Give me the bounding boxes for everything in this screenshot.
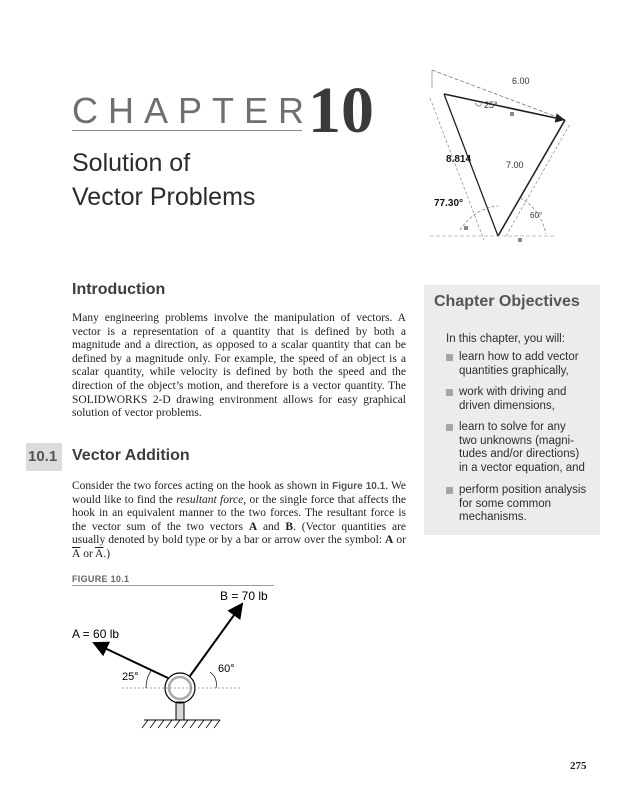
objective-line: two unknowns (magni-: [459, 434, 575, 447]
section-number-box: [26, 443, 62, 471]
marker-bottom: [518, 238, 522, 242]
text-run: . (Vector quantities are usually denoted by bold type or by a bar or arrow over the symbol:: [72, 520, 407, 547]
bullet-square-icon: [446, 487, 453, 494]
arc-25: [146, 671, 151, 688]
objective-line: tudes and/or directions): [459, 448, 580, 460]
text-run: .): [103, 547, 111, 560]
figure-label: FIGURE 10.1: [72, 574, 130, 584]
bullet-square-icon: [446, 354, 453, 361]
bullet-square-icon: [446, 424, 453, 431]
objective-line: work with driving and: [459, 386, 567, 398]
arc-60: [210, 672, 216, 688]
chapter-objectives-box: [424, 285, 600, 535]
objective-line: learn to solve for any: [459, 421, 566, 433]
chapter-title: [72, 146, 255, 214]
label-8-814: 8.814: [446, 154, 472, 165]
section-heading: Vector Addition: [72, 447, 190, 464]
vector-left-side: [444, 94, 498, 236]
marker-top: [510, 112, 514, 116]
objective-line: perform position analysis: [459, 484, 587, 496]
chapter-word: CHAPTER: [72, 90, 315, 131]
vector-a-bold: A: [385, 534, 394, 547]
chapter-number: 10: [308, 74, 374, 147]
label-60-deg: 60°: [218, 663, 235, 675]
section-paragraph: [72, 480, 406, 562]
marker-left: [464, 226, 468, 230]
page-number: 275: [570, 760, 587, 772]
bullet-square-icon: [446, 389, 453, 396]
introduction-heading: Introduction: [72, 281, 166, 298]
text-run: Consider the two forces acting on the hook as shown in: [72, 480, 333, 492]
figure-reference-link[interactable]: Figure 10.1: [332, 481, 386, 492]
hook-forces-figure: [60, 586, 320, 736]
chapter-title-line2: Vector Problems: [72, 183, 256, 211]
label-6-00: 6.00: [512, 76, 530, 86]
vector-b-bold: B: [285, 520, 294, 533]
label-25-deg: 25°: [484, 100, 498, 110]
objectives-title: Chapter Objectives: [434, 293, 580, 310]
objective-line: mechanisms.: [459, 511, 527, 523]
introduction-paragraph: Many engineering problems involve the manipulation of vectors. A vector is a representation of a quantity that is defined by both a magnitude and a direction, as opposed to a scalar quantity that can be defined by a magnitude only. For example, the speed of an object is a scalar quantity, while velocity is defined by both the speed and the direction of the object’s motion, and therefore is a vector quantity. The SOLIDWORKS 2-D drawing environment allows for easy graphical solution of vector problems.: [72, 312, 406, 420]
vector-a-bold: A: [248, 520, 258, 533]
objective-line: driven dimensions,: [459, 399, 555, 412]
label-25-deg: 25°: [122, 671, 139, 683]
text-run: . We would like to find the: [72, 480, 406, 506]
dim-line-left: [430, 98, 484, 240]
vector-a-arrow: $\overline{A}$: [95, 547, 104, 560]
vector-a-bar: $\overline{A}$: [72, 547, 81, 560]
label-7-00: 7.00: [506, 160, 524, 170]
objective-line: quantities graphically,: [459, 364, 569, 377]
section-number: 10.1: [28, 448, 58, 465]
ground-hatch: [142, 720, 220, 728]
text-run: and: [257, 520, 286, 533]
chapter-rule: [72, 130, 302, 131]
objective-line: in a vector equation, and: [459, 461, 585, 474]
objectives-lead: In this chapter, you will:: [446, 333, 565, 345]
term-italic: resultant force,: [176, 493, 247, 506]
objective-line: learn how to add vector: [459, 351, 579, 363]
label-a-60-lb: A = 60 lb: [72, 627, 120, 641]
label-77-30-deg: 77.30°: [434, 198, 464, 209]
objective-line: for some common: [459, 497, 552, 510]
text-run: or the single force that affects the hook in an equivalent manner to the two forces. The resultant force is the vector sum of the two vectors: [72, 493, 406, 533]
label-60-deg: 60°: [530, 211, 543, 220]
text-run: or: [80, 547, 96, 560]
vector-diagram-figure: [420, 58, 580, 248]
text-run: or: [393, 534, 406, 547]
label-b-70-lb: B = 70 lb: [220, 589, 268, 603]
hook-post: [176, 702, 184, 720]
vector-top-side: [444, 94, 565, 120]
chapter-title-line1: Solution of: [72, 149, 191, 177]
